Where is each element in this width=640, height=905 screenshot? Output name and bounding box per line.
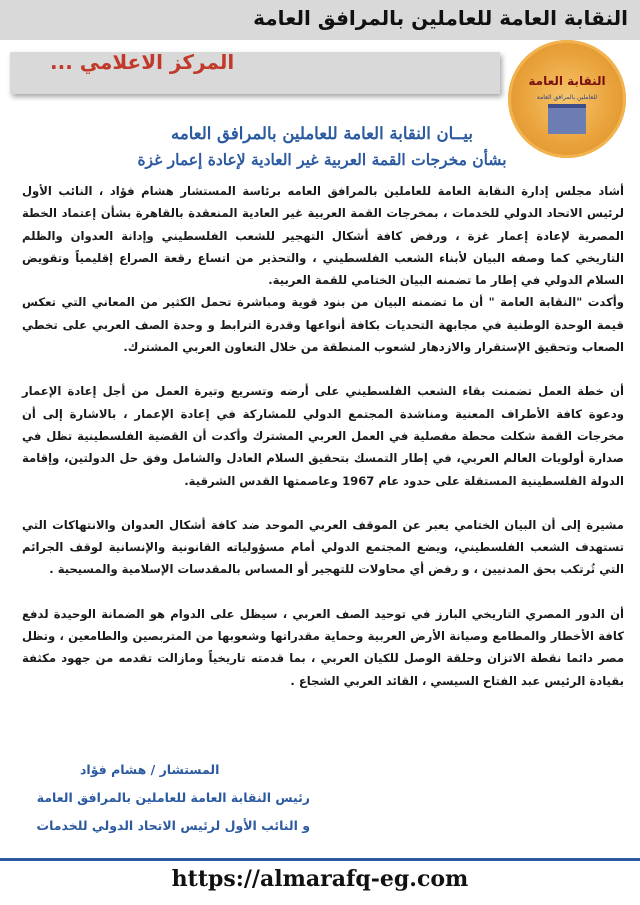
logo-subtitle: للعاملين بالمرافق العامة	[536, 94, 598, 101]
paragraph: وأكدت "النقابة العامة " أن ما تضمنه البيان من بنود قوية ومباشرة تحمل الكثير من المعاني التي تعكس قيمة الوحدة الوطنية في مجابهة التحديات بكافة أنواعها وقدرة الترابط و وحدة الصف العربي على تخطي الصعاب وتحقيق الإستقرار والازدهار لشعوب المنطقة من خلال التعاون العربي المشترك.	[22, 295, 624, 355]
statement-body	[22, 180, 624, 692]
paragraph: مشيرة إلى أن البيان الختامي يعبر عن الموقف العربي الموحد ضد كافة أشكال العدوان والانتهاكات التي تستهدف الشعب الفلسطيني، ويضع المجتمع الدولي أمام مسؤولياته القانونية والإنسانية لوقف الجرائم التي تُرتكب بحق المدنيين ، و رفض أي محاولات للتهجير أو المساس بالمقدسات الإسلامية والمسيحية .	[22, 517, 624, 577]
signatory-title-2: و النائب الأول لرئيس الاتحاد الدولي للخدمات	[36, 818, 310, 833]
signatory-name: المستشار / هشام فؤاد	[80, 762, 220, 777]
media-center-label: المركز الاعلامي ...	[50, 50, 235, 74]
statement-subtitle: بشأن مخرجات القمة العربية غير العادية لإعادة إعمار غزة	[137, 150, 507, 169]
statement-title: بيــان النقابة العامة للعاملين بالمرافق العامه	[171, 124, 473, 143]
paragraph: أن خطة العمل تضمنت بقاء الشعب الفلسطيني على أرضه وتسريع وتيرة العمل من أجل إعادة الإعمار ودعوة كافة الأطراف المعنية ومناشدة المجتمع الدولي للمشاركة في إعادة الإعمار ، بالاشارة إلى أن مخرجات القمة شكلت محطة مفصلية في العمل العربي المشترك وأكدت أن القضية الفلسطينية تظل في صدارة أولويات العالم العربي، في إطار التمسك بتحقيق السلام العادل والشامل وفق حل الدولتين، وإقامة الدولة الفلسطينية المستقلة على حدود عام 1967 وعاصمتها القدس الشرقية.	[22, 384, 624, 488]
paragraph: أشاد مجلس إدارة النقابة العامة للعاملين بالمرافق العامه برئاسة المستشار هشام فؤاد ، النائب الأول لرئيس الاتحاد الدولي للخدمات ، بمخرجات القمة العربية غير العادية المنعقدة بالقاهرة بشأن إعتماد الخطة المصرية لإعادة إعمار غزة ، ورفض كافة أشكال التهجير للشعب الفلسطيني وإدانة العدوان والظلم التاريخي كما وصفه البيان لأبناء الشعب الفلسطيني ، والتحذير من اتساع رقعة الصراع إقليمياً وتقويض السلام الدولي في إطار ما تضمنه البيان الختامي للقمة العربية.	[22, 184, 624, 288]
footer-divider	[0, 858, 640, 861]
paragraph: أن الدور المصري التاريخي البارز في توحيد الصف العربي ، سيظل على الدوام هو الضمانة الوحيدة لدفع كافة الأخطار والمطامع وصيانة الأرض العربية وحماية مقدراتها وشعوبها من المتربصين والطامعين ، وتظل مصر دائما نقطة الاتزان وحلقة الوصل للكيان العربي ، بما قدمته تاريخياً ومازالت تقدمه من جهود مكثفة بقيادة الرئيس عبد الفتاح السيسي ، القائد العربي الشجاع .	[22, 606, 624, 688]
website-link[interactable]: https://almarafq-eg.com	[171, 866, 469, 892]
org-title: النقابة العامة للعاملين بالمرافق العامة	[253, 6, 628, 30]
signatory-title-1: رئيس النقابة العامة للعاملين بالمرافق العامة	[36, 790, 310, 805]
logo-title: النقابة العامة	[528, 74, 606, 88]
